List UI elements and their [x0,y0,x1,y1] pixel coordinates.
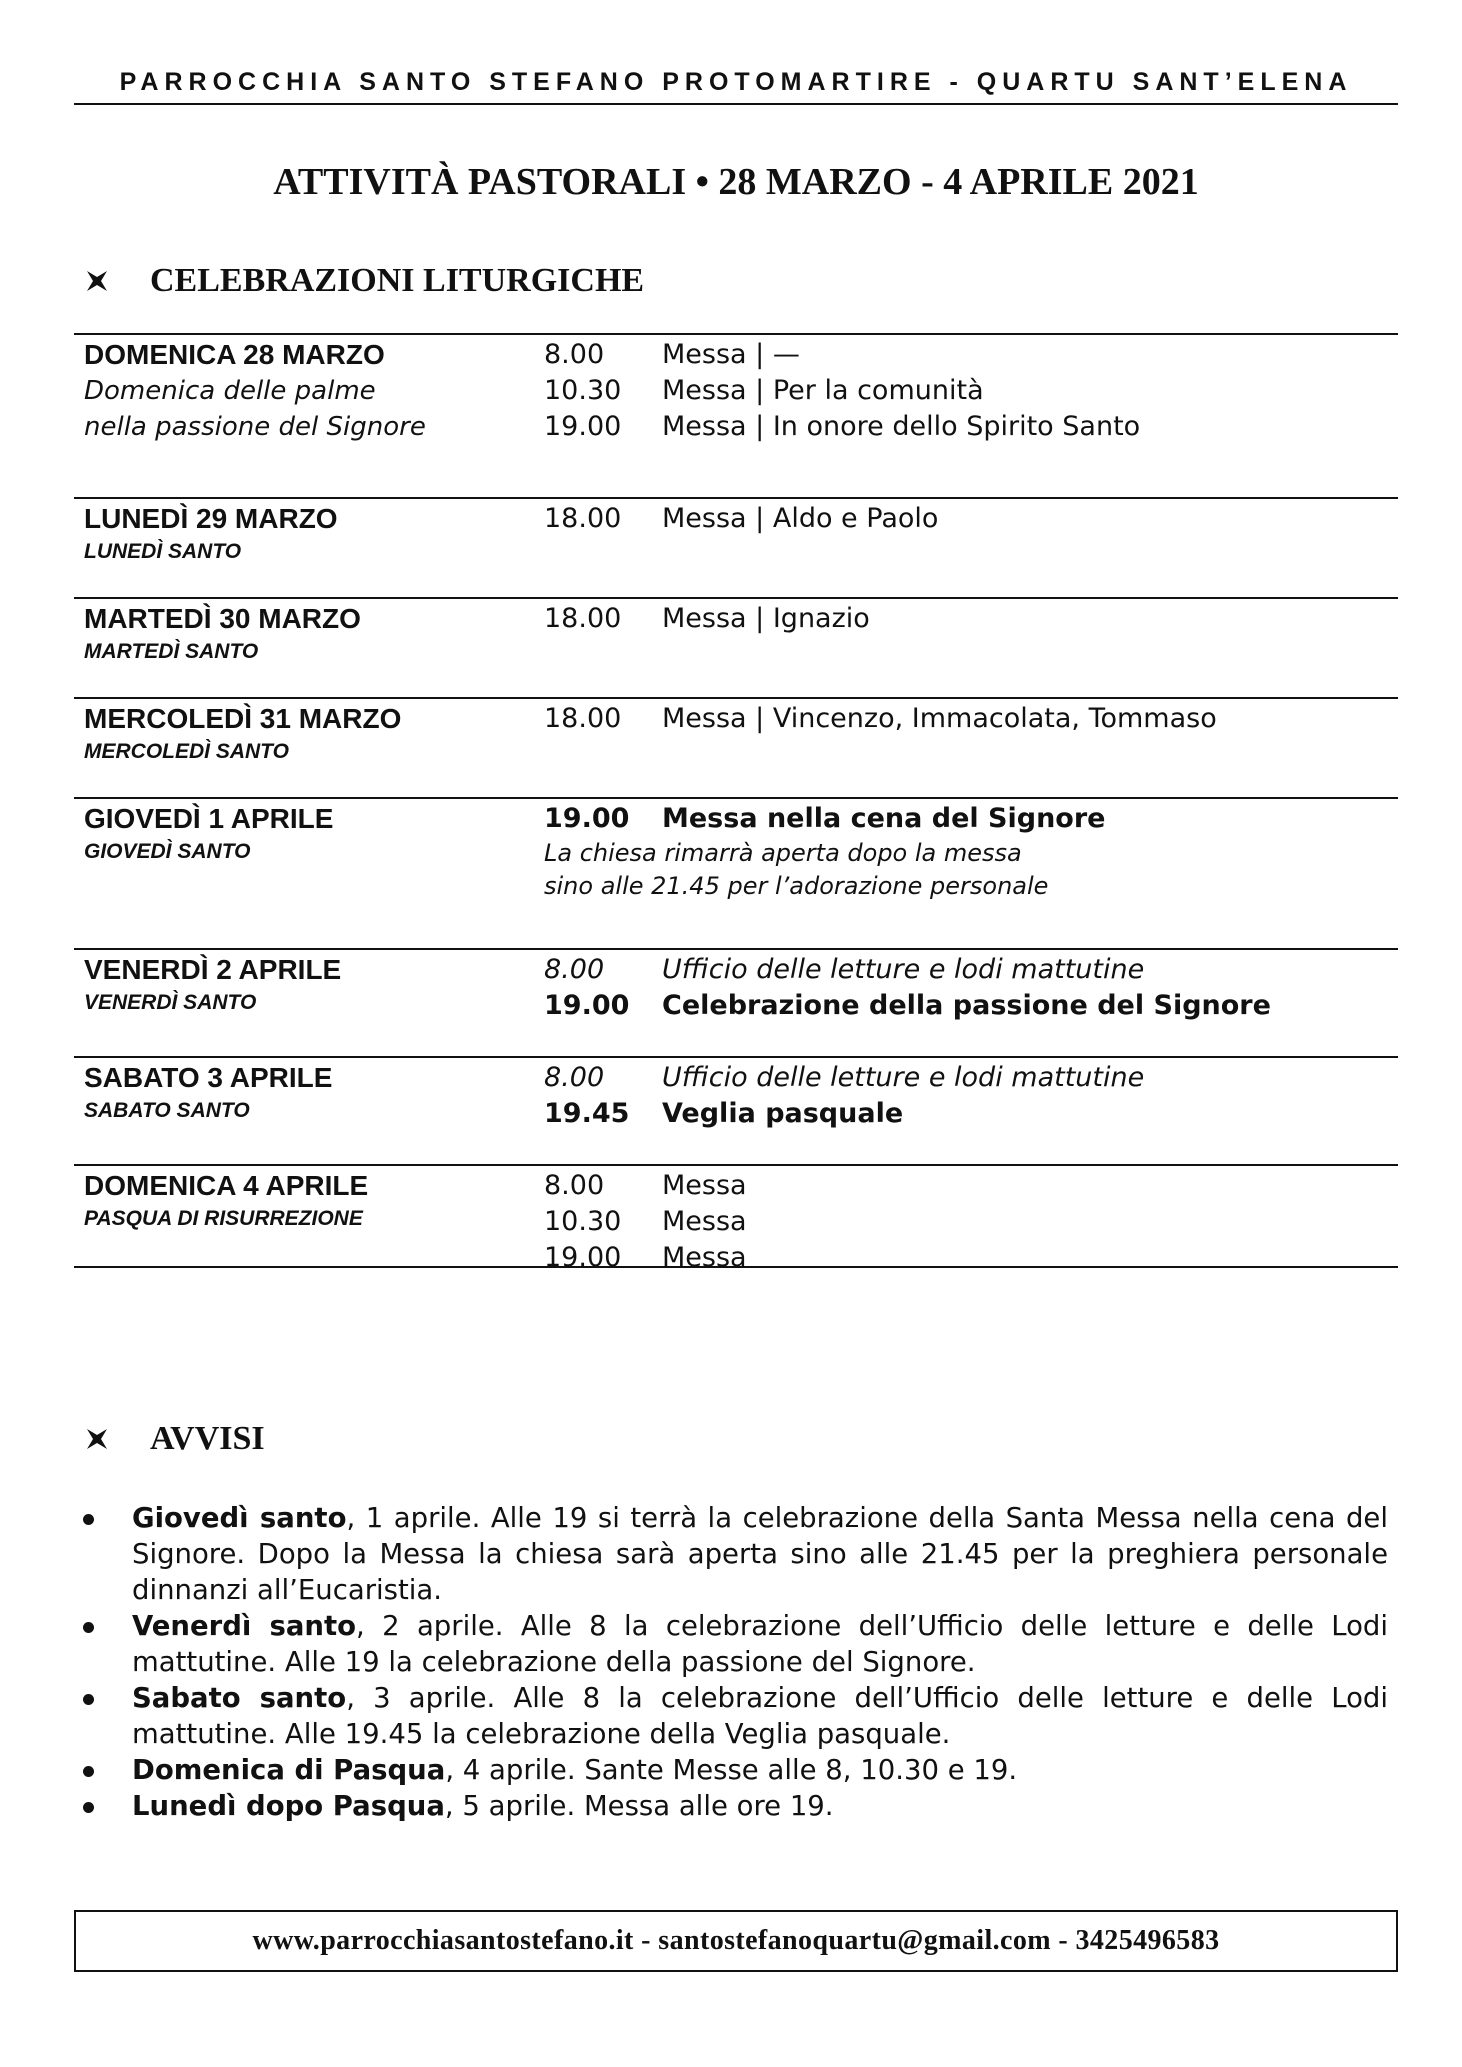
event-description: Messa | — [662,339,800,370]
section-celebrations-title: CELEBRAZIONI LITURGICHE [150,262,645,299]
notice-text: , 1 aprile. Alle 19 si terrà la celebrazione della Santa Messa nella cena del Signore. Dopo la Messa la chiesa sarà aperta sino alle 21.45 per la preghiera personale dinnanzi all’Eucaristia. [132,1502,1388,1606]
bullet-icon [83,1622,94,1633]
day-info [84,601,524,667]
footer-contact-box [74,1910,1398,1972]
day-subtitle [84,837,524,867]
event-time: 18.00 [544,603,622,634]
day-row [74,797,1398,948]
text-line: Domenica delle palme [84,376,376,406]
day-row [74,697,1398,797]
notice-text: , 4 aprile. Sante Messe alle 8, 10.30 e 19. [445,1754,1018,1786]
event-time: 18.00 [544,503,622,534]
day-name: MERCOLEDÌ 31 MARZO [84,703,402,734]
event-time: 19.00 [544,803,630,834]
event-item [544,701,1384,737]
day-row [74,497,1398,597]
day-events [544,801,1384,903]
event-item [544,501,1384,537]
event-description: Messa [662,1206,747,1237]
bullet-icon [83,1766,94,1777]
notice-item [74,1500,1388,1608]
notices-list [74,1500,1388,1824]
event-description: Messa [662,1170,747,1201]
section-celebrations-heading [86,262,644,300]
event-time: 10.30 [544,1206,622,1237]
day-row [74,948,1398,1056]
event-item [544,952,1384,988]
day-subtitle [84,988,524,1018]
text-line: SABATO SANTO [84,1099,250,1122]
day-events [544,601,1384,637]
text-line: PASQUA DI RISURREZIONE [84,1207,363,1230]
notice-subject: Giovedì santo [132,1502,347,1534]
event-time: 8.00 [544,954,605,985]
notice-text: , 3 aprile. Alle 8 la celebrazione dell’Ufficio delle letture e delle Lodi mattutine. Alle 19.45 la celebrazione della Veglia pasquale. [132,1682,1388,1750]
day-row [74,333,1398,497]
notice-subject: Venerdì santo [132,1610,357,1642]
day-name: MARTEDÌ 30 MARZO [84,603,361,634]
star-icon [86,270,108,292]
bullet-icon [83,1694,94,1705]
day-events [544,1060,1384,1132]
notice-item [74,1680,1388,1752]
schedule-end-rule [74,1266,1398,1268]
event-time: 19.00 [544,1242,622,1273]
notice-text: , 2 aprile. Alle 8 la celebrazione dell’Ufficio delle letture e delle Lodi mattutine. Alle 19 la celebrazione della passione del Signore. [132,1610,1388,1678]
event-time: 18.00 [544,703,622,734]
day-subtitle [84,373,524,445]
day-info [84,1060,524,1126]
event-description: Messa | Per la comunità [662,375,984,406]
event-item [544,601,1384,637]
day-info [84,501,524,567]
day-name: SABATO 3 APRILE [84,1062,333,1093]
event-item [544,801,1384,837]
day-events [544,952,1384,1024]
event-description: Messa nella cena del Signore [662,803,1106,834]
celebrations-schedule [74,333,1398,1273]
day-info [84,337,524,445]
event-time: 8.00 [544,1170,605,1201]
event-item [544,988,1384,1024]
notice-subject: Domenica di Pasqua [132,1754,446,1786]
event-time: 19.45 [544,1098,630,1129]
event-item [544,373,1384,409]
day-subtitle [84,537,524,567]
event-time: 8.00 [544,339,605,370]
text-line: LUNEDÌ SANTO [84,540,242,563]
day-info [84,952,524,1018]
notice-subject: Sabato santo [132,1682,347,1714]
day-info [84,801,524,867]
section-notices-heading [86,1420,265,1458]
text-line: VENERDÌ SANTO [84,991,257,1014]
header-divider [74,103,1398,105]
event-description: Messa | Aldo e Paolo [662,503,939,534]
event-time: 19.00 [544,990,630,1021]
notice-item [74,1788,1388,1824]
day-subtitle [84,1204,524,1234]
text-line: nella passione del Signore [84,412,426,442]
event-item [544,337,1384,373]
star-icon [86,1428,108,1450]
day-name: GIOVEDÌ 1 APRILE [84,803,334,834]
bullet-icon [83,1802,94,1813]
event-description: Celebrazione della passione del Signore [662,990,1271,1021]
event-description: Messa | Ignazio [662,603,870,634]
page-title: ATTIVITÀ PASTORALI • 28 MARZO - 4 APRILE 2021 [273,161,1199,203]
event-item [544,1204,1384,1240]
text-line: La chiesa rimarrà aperta dopo la messa [544,839,1022,867]
day-name: VENERDÌ 2 APRILE [84,954,342,985]
text-line: MERCOLEDÌ SANTO [84,740,289,763]
event-description: Messa | Vincenzo, Immacolata, Tommaso [662,703,1217,734]
event-description: Ufficio delle letture e lodi mattutine [662,954,1145,985]
event-description: Messa [662,1242,747,1273]
section-notices-title: AVVISI [150,1420,265,1457]
event-time: 10.30 [544,375,622,406]
day-name: DOMENICA 4 APRILE [84,1170,369,1201]
day-row [74,1056,1398,1164]
text-line: MARTEDÌ SANTO [84,640,259,663]
day-subtitle [84,737,524,767]
notice-item [74,1608,1388,1680]
event-item [544,409,1384,445]
day-row [74,1164,1398,1273]
day-info [84,1168,524,1234]
bullet-icon [83,1514,94,1525]
event-description: Messa | In onore dello Spirito Santo [662,411,1141,442]
footer-contact: www.parrocchiasantostefano.it - santostefanoquartu@gmail.com - 3425496583 [252,1925,1220,1956]
event-time: 8.00 [544,1062,605,1093]
day-events [544,1168,1384,1276]
day-name: LUNEDÌ 29 MARZO [84,503,338,534]
day-subtitle [84,1096,524,1126]
day-events [544,501,1384,537]
event-note [544,837,1384,903]
day-info [84,701,524,767]
day-events [544,701,1384,737]
day-subtitle [84,637,524,667]
event-description: Veglia pasquale [662,1098,904,1129]
event-description: Ufficio delle letture e lodi mattutine [662,1062,1145,1093]
notice-item [74,1752,1388,1788]
event-item [544,1240,1384,1276]
event-time: 19.00 [544,411,622,442]
text-line: sino alle 21.45 per l’adorazione personale [544,872,1049,900]
notice-text: , 5 aprile. Messa alle ore 19. [444,1790,834,1822]
day-events [544,337,1384,445]
parish-header: PARROCCHIA SANTO STEFANO PROTOMARTIRE - QUARTU SANT’ELENA [119,68,1353,96]
event-item [544,1168,1384,1204]
notice-subject: Lunedì dopo Pasqua [132,1790,445,1822]
day-row [74,597,1398,697]
event-item [544,1060,1384,1096]
day-name: DOMENICA 28 MARZO [84,339,385,370]
event-item [544,1096,1384,1132]
text-line: GIOVEDÌ SANTO [84,840,251,863]
